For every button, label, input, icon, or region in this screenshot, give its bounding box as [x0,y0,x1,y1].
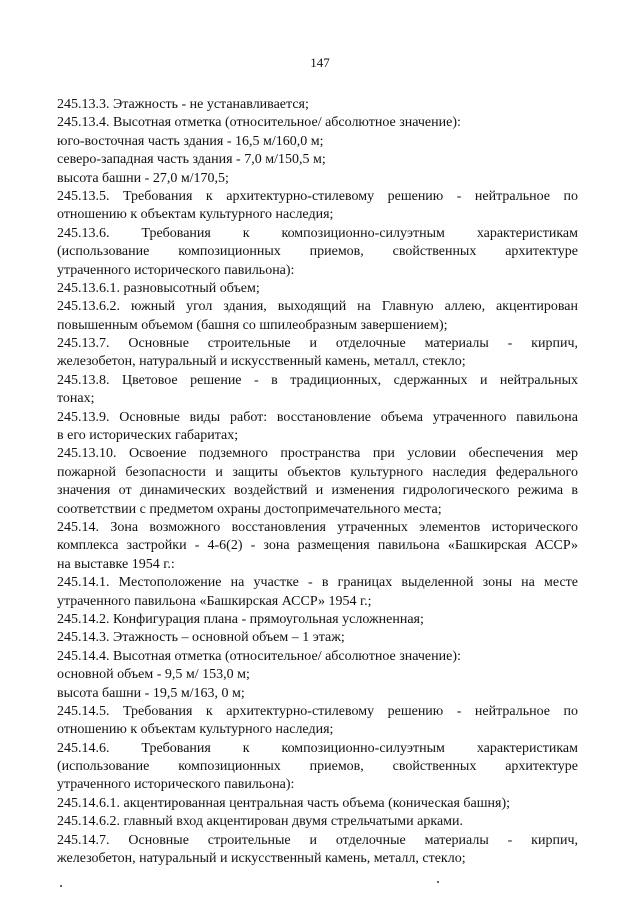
page-number: 147 [310,55,330,70]
text-line: 245.13.3. Этажность - не устанавливается; [57,97,309,112]
text-line: отношению к объектам культурного наследия; [57,207,334,223]
text-line: 245.13.7. Основные строительные и отделочные материалы - кирпич, [57,336,578,352]
text-line: на выставке 1954 г.: [57,556,175,572]
text-line: пожарной безопасности и защиты объектов культурного наследия федерального [57,464,578,480]
text-line: повышенным объемом (башня со шпилеобразным завершением); [57,317,448,333]
text-line: отношению к объектам культурного наследия; [57,722,334,738]
text-line: основной объем - 9,5 м/ 153,0 м; [57,667,250,683]
text-line: 245.13.8. Цветовое решение - в традиционных, сдержанных и нейтральных [57,372,578,388]
text-line: 245.14.5. Требования к архитектурно-стилевому решению - нейтральное по [57,703,578,719]
text-line: высота башни - 27,0 м/170,5; [57,170,229,186]
text-line: утраченного исторического павильона): [57,777,295,793]
text-line: 245.13.6. Требования к композиционно-силуэтным характеристикам [57,225,578,241]
text-line: 245.14. Зона возможного восстановления утраченных элементов исторического [57,519,578,535]
text-line: утраченного павильона «Башкирская АССР» 1954 г.; [57,593,372,609]
text-line: железобетон, натуральный и искусственный камень, металл, стекло; [57,851,466,867]
text-line: комплекса застройки - 4-6(2) - зона размещения павильона «Башкирская АССР» [57,538,578,554]
text-line: (использование композиционных приемов, свойственных архитектуре [57,244,578,260]
text-line: 245.14.1. Местоположение на участке - в границах выделенной зоны на месте [57,575,578,591]
text-line: 245.14.6.2. главный вход акцентирован двумя стрельчатыми арками. [57,814,464,830]
text-line: 245.13.5. Требования к архитектурно-стилевому решению - нейтральное по [57,188,578,204]
text-line: 245.14.3. Этажность – основной объем – 1 этаж; [57,630,345,646]
text-line: 245.14.7. Основные строительные и отделочные материалы - кирпич, [57,832,578,848]
text-line: 245.13.10. Освоение подземного пространства при условии обеспечения мер [57,446,578,462]
document-body [57,96,578,868]
text-line: юго-восточная часть здания - 16,5 м/160,0 м; [57,133,324,149]
text-line: железобетон, натуральный и искусственный камень, металл, стекло; [57,354,466,370]
text-line: 245.14.2. Конфигурация плана - прямоугольная усложненная; [57,611,424,627]
text-line: в его исторических габаритах; [57,428,239,444]
text-line: 245.14.6.1. акцентированная центральная часть объема (коническая башня); [57,795,511,811]
text-line: значения от динамических воздействий и изменения гидрологического режима в [57,483,578,499]
text-line: 245.13.4. Высотная отметка (относительное/ абсолютное значение): [57,115,461,131]
scan-speck [437,881,439,883]
text-line: утраченного исторического павильона): [57,262,295,278]
scan-speck [60,885,62,887]
text-line: 245.14.4. Высотная отметка (относительное/ абсолютное значение): [57,648,461,664]
text-line: тонах; [57,391,95,407]
text-line: 245.13.6.1. разновысотный объем; [57,280,260,296]
text-line: высота башни - 19,5 м/163, 0 м; [57,685,245,701]
text-line: 245.13.9. Основные виды работ: восстановление объема утраченного павильона [57,409,578,425]
text-line: северо-западная часть здания - 7,0 м/150,5 м; [57,152,326,168]
text-line: 245.13.6.2. южный угол здания, выходящий на Главную аллею, акцентирован [57,299,578,315]
text-line: (использование композиционных приемов, свойственных архитектуре [57,759,578,775]
text-line: 245.14.6. Требования к композиционно-силуэтным характеристикам [57,740,578,756]
text-line: соответствии с предметом охраны достопримечательного места; [57,501,442,517]
